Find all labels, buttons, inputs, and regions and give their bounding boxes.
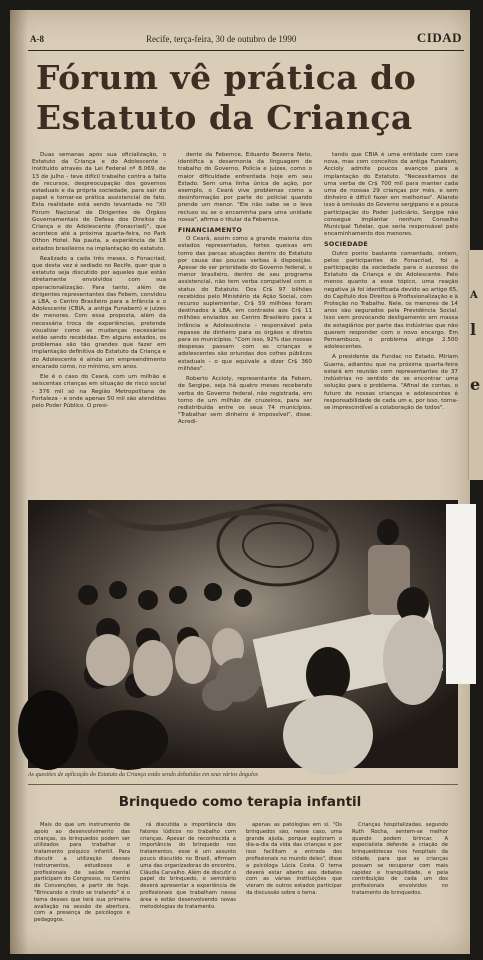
paragraph: Ele é o caso do Ceará, com um milhão e seiscentas crianças em situação de risco social - 376 mil só na Região Metropolitana de Fortaleza - e onde apenas 50 mil são atendidas pelo Poder Público. O presi- <box>32 374 166 409</box>
event-photo <box>28 500 458 768</box>
sub-article-headline: Brinquedo como terapia infantil <box>118 794 362 810</box>
article-column-2 <box>178 152 312 502</box>
paragraph: rá discutida a importância dos fatores lúdicos no trabalho com crianças. Apesar de reconhecida a importância do brinquedo nos tratamentos, esse é um assunto pouco discutido no Brasil, afirmam uma das organizadoras do encontro, Cláudia Carvalho. Além de discutir o papel do brinquedo, o seminário deverá apresentar a experiência de profissionais que trabalham nessa área e estão desenvolvendo novas metodologias de tratamento. <box>140 822 236 910</box>
paragraph: Roberto Accioly, representante da Febem, de Sergipe, seja há quatro meses recebendo verba do Governo federal, não registrada, em torno de um milhão de cruzeiros, para ser redistribuída entre os seus 74 municípios. "Trabalhar sem dinheiro é impossível", disse. Acredi- <box>178 376 312 426</box>
adjacent-page-clip <box>468 250 483 480</box>
sub-article-column-2 <box>140 822 236 934</box>
page-number: A-8 <box>30 34 44 44</box>
article-column-1 <box>32 152 166 502</box>
paragraph: tando que CBIA é uma entidade com cara nova, mas com conceitos da antiga Funabem, Accioly admite poucos avanços para a implantação do Estatuto. "Necessitamos de uma verba de Cr$ 700 mil para manter cada uma de nossas 29 crianças por mês, e sem dinheiro é difícil fazer em melhorias". Aliando isso à omissão do Governo sergipano e a pouca participação do Poder Judiciário, Sergipe não consegue implantar nenhum Conselho Municipal Tutelar, que seria responsável pelo encaminhamento dos menores. <box>324 152 458 238</box>
headline-line-1: Fórum vê prática do <box>36 58 417 97</box>
paragraph: dente da Febemce, Eduardo Bezerra Neto, identifica a desarmonia da linguagem de trabalho do Governo, Polícia e juízes, como o maior dificuldade enfrentada hoje em seu Estado. Sem uma linha única de ação, por exemplo, o Ceará vive problemas como a desinformação por parte do policial quando prende um menor. "Ele não sabe se o leva recluso ou se o encaminha para uma unidade nossa", afirma o titular da Febemce. <box>178 152 312 223</box>
headline <box>36 58 456 138</box>
section-rule <box>28 784 458 785</box>
page-header <box>26 30 466 48</box>
paragraph: Realizado a cada três meses, o Fonacriad, que desta vez é sediado no Recife, quer que o estatuto seja discutido por aqueles que estão diretamente envolvidos com sua operacionalização. Para tanto, além de dirigentes representantes das Febem, convidou a LBA, o Centro Brasileiro para a Infância e o Adolescente (CBIA, a antiga Funabem) e juízes de menores. Com essa proposta, além da necessária troca de experiências, pretende visualizar como as mudanças necessárias estão sendo recebidas. Em alguns estados, os problemas são tão grandes que fazer em implantação definitiva do Estatuto da Criança e do Adolescente é ainda um empreendimento encarado como, no mínimo, em anos. <box>32 255 166 370</box>
subheading-sociedade: SOCIEDADE <box>324 240 369 249</box>
sub-article-column-1 <box>34 822 130 934</box>
paragraph: O Ceará, assim como a grande maioria dos estados representados, fortes queixas em torno das parcas atuações dentro do Estatuto por causa das poucas verbas à disposição. Apesar de ser prioridade do Governo federal, o menor brasileiro, dentro de seu programa assistencial, não tem verba compatível com o status do Estatuto. Dos Cr$ 97 bilhões recebidos pelo Ministério da Ação Social, com recurso suplementar, Cr$ 59 milhões foram destinados à LBA, em contraste aos Cr$ 11 milhões enviados ao Centro Brasileiro para a Infância e Adolescência - responsável pela repasse de dinheiro para os órgãos e diretos para os municípios. "Com isso, 92% das nossas despesas passam com as crianças e adolescentes são oriundas dos cofres públicos estaduais - o que equivale a dizer Cr$ 360 milhões". <box>178 236 312 372</box>
photo-edge-clip <box>446 504 476 684</box>
dateline: Recife, terça-feira, 30 de outubro de 1990 <box>146 34 297 44</box>
subheading-financiamento: FINANCIAMENTO <box>178 226 243 235</box>
paragraph: Mais do que um instrumento de apoio ao desenvolvimento das crianças, os brinquedos podem ser utilizados para trabalhar o tratamento psíquico infantil. Para discutir a utilização desses instrumentos, estudiosos e profissionais de saúde mental participam do Congresso, no Centro de Convenções, a partir de hoje. "Brincando e rindo se tratando" é o tema desses que terá sua primeira avaliação na sessão de abertura, com a presença de psicólogos e pedagogos. <box>34 822 130 924</box>
newspaper-page <box>10 10 481 954</box>
photo-illustration <box>28 500 458 768</box>
sub-article-body <box>34 822 454 934</box>
clip-letter: A <box>470 290 478 301</box>
section-name: CIDAD <box>416 30 462 45</box>
paragraph: A presidente da Fundac no Estado, Miriam Guerra, adiantou que na próxima quarta-feira estará em reunião com representantes de 37 indústrias no sentido de se encontrar uma solução para o problema. "Afinal de contas, o futuro de nossas crianças e adolescentes é responsabilidade de cada um e, por isso, torna-se imprescindível a colaboração de todos". <box>324 354 458 411</box>
photo-caption: As questões de aplicação do Estatuto da Criança estão sendo debatidas em seus vários ângulos <box>28 772 258 778</box>
article-body <box>32 152 462 500</box>
sub-article-column-4 <box>352 822 448 934</box>
paragraph: Outro ponto bastante comentado, ontem, pelos participantes do Fonacriad, foi a participação da sociedade para o sucesso do Estatuto da Criança e do Adolescente. Pelo menos quanto a esse tópico, uma reação negativa já foi identificada devido ao artigo 65, do Capítulo dos Direitos à Profissionalização e à Proteção no Trabalho. Nele, os menores de 14 anos são segurados pela Previdência Social. Isso vem provocando desligamento em massa de estagiários por parte das indústrias que não querem responder com o novo encargo. Em Pernambuco, o problema atinge 2.500 adolescentes. <box>324 250 458 351</box>
header-rule <box>28 50 464 51</box>
sub-article-column-3 <box>246 822 342 934</box>
clip-letter: l <box>470 320 477 339</box>
paragraph: Crianças hospitalizadas, segundo Ruth Rocha, sentem-se melhor quando podem brincar. A especialista defende a criação de brinquedotecas nos hospitais da cidade, para que as crianças possam se recuperar com mais rapidez e tranquilidade, e pela contribuição de cada um dos profissionais envolvidos no tratamento de brinquedos. <box>352 822 448 896</box>
article-column-3 <box>324 152 458 502</box>
clip-letter: e <box>470 375 481 394</box>
paragraph: apenas as patologias em si. "Os brinquedos são, nesse caso, uma grande ajuda, porque exploram o dia-a-dia da vida das crianças e por isso facilitam a entrada dos profissionais no mundo deles", disse a psicóloga Lúcia Costa. O tema deverá estar aberto aos debates com as várias instituições que vieram de outros estados participar da discussão sobre o tema. <box>246 822 342 896</box>
paragraph: Duas semanas após sua oficialização, o Estatuto da Criança e do Adolescente - instituído através da Lei Federal nº 8.069, de 13 de julho - teve difícil trabalho contra a falta de recursos, despreocupação dos governos estaduais e da própria sociedade, para sair do papel e tornar-se prática assistencial de fato. Esta realidade está sendo levantada no "XII Fórum Nacional de Dirigentes de Órgãos Governamentais de Defesa dos Direitos da Criança e do Adolescente (Fonacriad)", que acontece até a próxima quarta-feira, no Park Othon Hotel. Na pauta, a experiência de 18 estados brasileiros na implantação do estatuto. <box>32 152 166 252</box>
page-shadow <box>10 10 28 954</box>
headline-line-2: Estatuto da Criança <box>36 98 413 137</box>
